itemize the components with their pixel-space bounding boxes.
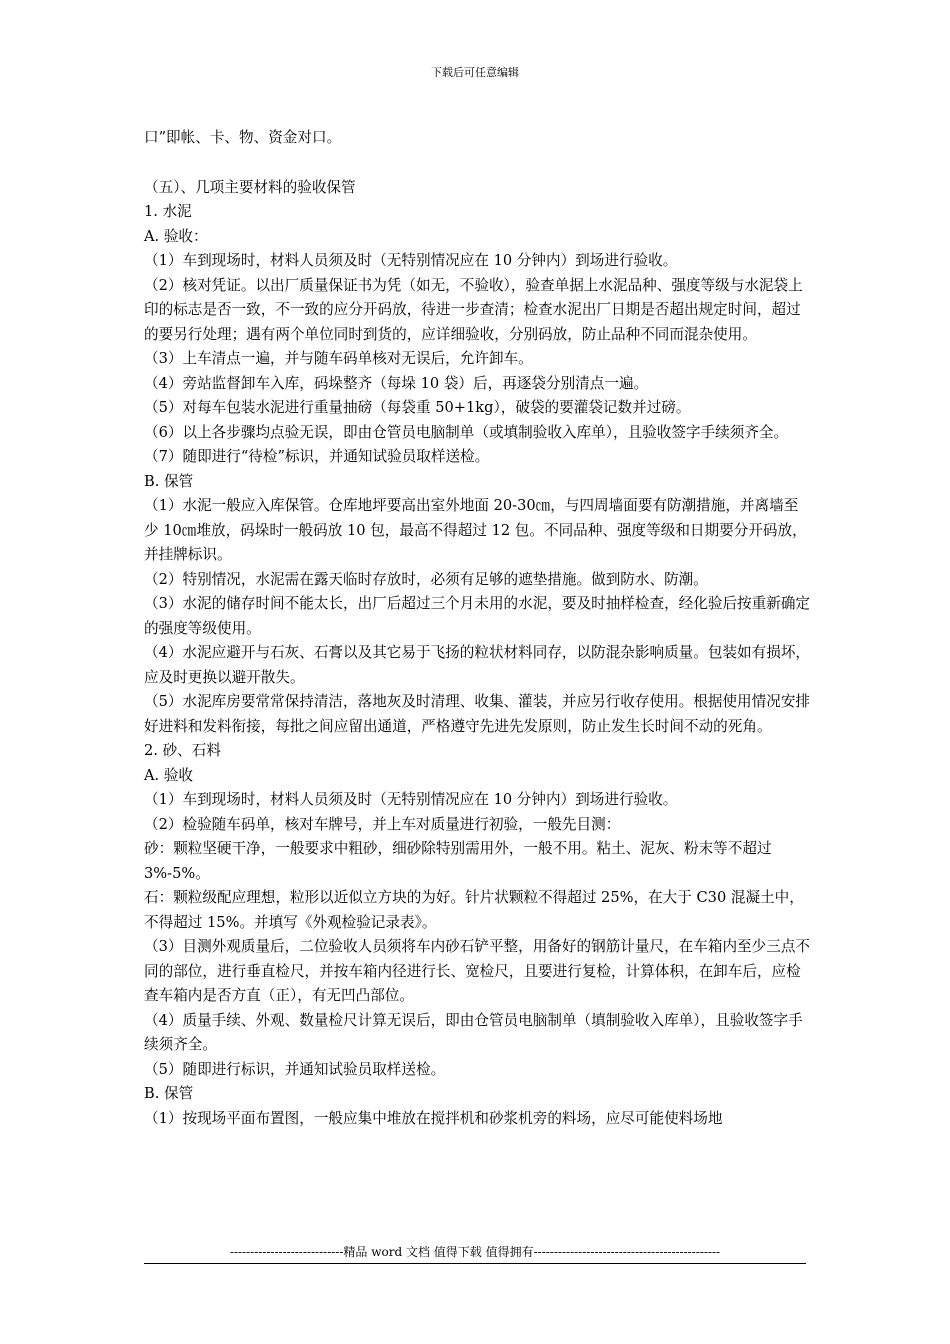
paragraph: （1）车到现场时，材料人员须及时（无特别情况应在 10 分钟内）到场进行验收。 [144, 791, 678, 808]
section-heading: （五）、几项主要材料的验收保管 [144, 178, 356, 196]
paragraph: （4）质量手续、外观、数量检尺计算无误后，即由仓管员电脑制单（填制验收入库单），且验收签字手续须齐全。 [144, 1011, 803, 1053]
paragraph: （5）对每车包装水泥进行重量抽磅（每袋重 50+1kg），破袋的要灌袋记数并过磅。 [144, 399, 691, 416]
page-footer: ----------------------------精品 word 文档 值得下载 值得拥有---------------------------------------------- [229, 1245, 721, 1259]
paragraph: （6）以上各步骤均点验无误，即由仓管员电脑制单（或填制验收入库单），且验收签字手续须齐全。 [144, 423, 789, 441]
page-header: 下载后可任意编辑 [431, 66, 519, 79]
paragraph: （3）上车清点一遍，并与随车码单核对无误后，允许卸车。 [144, 350, 533, 367]
subheading: 2. 砂、石料 [144, 742, 221, 759]
paragraph: （2）特别情况，水泥需在露天临时存放时，必须有足够的遮垫措施。做到防水、防潮。 [144, 570, 708, 588]
subheading: 1. 水泥 [144, 203, 192, 220]
paragraph: 口”即帐、卡、物、资金对口。 [144, 129, 342, 146]
paragraph: （7）随即进行“待检”标识，并通知试验员取样送检。 [144, 448, 490, 465]
paragraph: （5）随即进行标识，并通知试验员取样送检。 [144, 1060, 446, 1078]
footer-divider [144, 1263, 806, 1264]
subheading: B. 保管 [144, 1085, 194, 1102]
paragraph: （4）水泥应避开与石灰、石膏以及其它易于飞扬的粒状材料同存，以防混杂影响质量。包装如有损坏，应及时更换以避开散失。 [144, 644, 811, 686]
paragraph: 砂：颗粒坚硬干净，一般要求中粗砂，细砂除特别需用外，一般不用。粘土、泥灰、粉末等不超过 3%-5%。 [144, 840, 772, 882]
blank-line [144, 151, 812, 176]
subheading: A. 验收 [144, 766, 194, 784]
paragraph: （4）旁站监督卸车入库，码垛整齐（每垛 10 袋）后，再逐袋分别清点一遍。 [144, 374, 649, 392]
document-body [144, 126, 812, 1131]
paragraph: （1）水泥一般应入库保管。仓库地坪要高出室外地面 20-30㎝，与四周墙面要有防潮措施，并离墙至少 10㎝堆放，码垛时一般码放 10 包，最高不得超过 12 包。不同品种、强度等级和日期要分开码放，并挂牌标识。 [144, 497, 807, 563]
paragraph: （2）核对凭证。以出厂质量保证书为凭（如无，不验收），验查单据上水泥品种、强度等级与水泥袋上印的标志是否一致，不一致的应分开码放，待进一步查清；检查水泥出厂日期是否超出规定时间，超过的要另行处理；遇有两个单位同时到货的，应详细验收，分别码放，防止品种不同而混杂使用。 [144, 276, 803, 343]
paragraph: （3）目测外观质量后，二位验收人员须将车内砂石铲平整，用备好的钢筋计量尺，在车箱内至少三点不同的部位，进行垂直检尺，并按车箱内径进行长、宽检尺，且要进行复检，计算体积，在卸车后，应检查车箱内是否方直（正），有无凹凸部位。 [144, 938, 811, 1004]
paragraph: （3）水泥的储存时间不能太长，出厂后超过三个月未用的水泥，要及时抽样检查，经化验后按重新确定的强度等级使用。 [144, 595, 811, 637]
subheading: A. 验收： [144, 227, 208, 245]
paragraph: （1）车到现场时，材料人员须及时（无特别情况应在 10 分钟内）到场进行验收。 [144, 252, 678, 269]
subheading: B. 保管 [144, 472, 194, 490]
paragraph: （2）检验随车码单，核对车牌号，并上车对质量进行初验，一般先目测： [144, 815, 621, 833]
paragraph: 石：颗粒级配应理想，粒形以近似立方块的为好。针片状颗粒不得超过 25%，在大于 C30 混凝土中，不得超过 15%。并填写《外观检验记录表》。 [144, 889, 804, 931]
paragraph: （1）按现场平面布置图，一般应集中堆放在搅拌机和砂浆机旁的料场，应尽可能使料场地 [144, 1109, 723, 1127]
paragraph: （5）水泥库房要常常保持清洁，落地灰及时清理、收集、灌装，并应另行收存使用。根据使用情况安排好进料和发料衔接，每批之间应留出通道，严格遵守先进先发原则，防止发生长时间不动的死角。 [144, 693, 811, 735]
